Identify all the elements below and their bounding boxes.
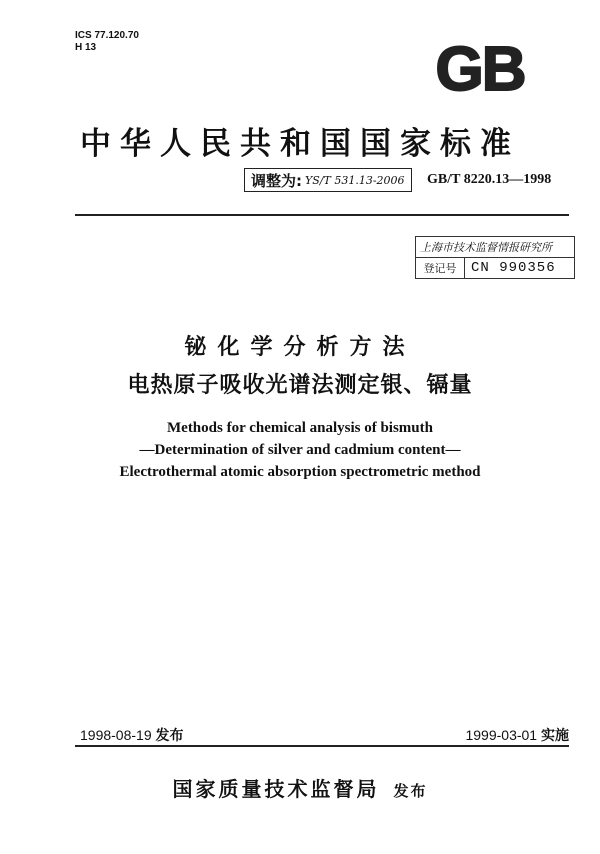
classification-codes — [75, 30, 139, 54]
chinese-title-line1: 铋化学分析方法 — [184, 335, 416, 360]
gb-logo — [425, 38, 535, 96]
english-title-line1: Methods for chemical analysis of bismuth — [167, 420, 433, 436]
adjustment-stamp — [244, 168, 412, 192]
adjustment-value: YS/T 531.13-2006 — [305, 173, 405, 187]
top-divider — [75, 214, 569, 216]
registration-key: 登记号 — [416, 258, 465, 278]
chinese-title-line2: 电热原子吸收光谱法测定银、镉量 — [127, 373, 473, 398]
implement-date: 1999-03-01 — [465, 727, 538, 743]
implement-word: 实施 — [541, 727, 569, 743]
registration-row — [416, 258, 574, 278]
issue-date: 1998-08-19 — [80, 727, 152, 743]
national-standard-title: 中华人民共和国国家标准 — [80, 126, 520, 162]
gb-logo-text: GB — [435, 38, 525, 96]
implement-date-block — [465, 725, 569, 745]
issuer-name: 国家质量技术监督局 — [172, 777, 380, 801]
english-title-line3: Electrothermal atomic absorption spectrometric method — [119, 464, 481, 480]
ccs-code: H 13 — [75, 42, 97, 53]
english-title-line2: —Determination of silver and cadmium content— — [139, 442, 461, 458]
adjustment-label: 调整为: — [251, 171, 302, 190]
registration-stamp — [415, 236, 575, 279]
ics-code: ICS 77.120.70 — [75, 30, 139, 41]
standard-number: GB/T 8220.13—1998 — [427, 172, 552, 187]
registration-value: CN 990356 — [471, 260, 556, 276]
issue-word: 发布 — [155, 727, 184, 743]
bottom-divider — [75, 745, 569, 747]
issuer-block — [0, 773, 600, 802]
issue-date-block — [80, 725, 184, 745]
issuer-word: 发布 — [393, 782, 428, 800]
registration-institute: 上海市技术监督情报研究所 — [416, 237, 574, 258]
